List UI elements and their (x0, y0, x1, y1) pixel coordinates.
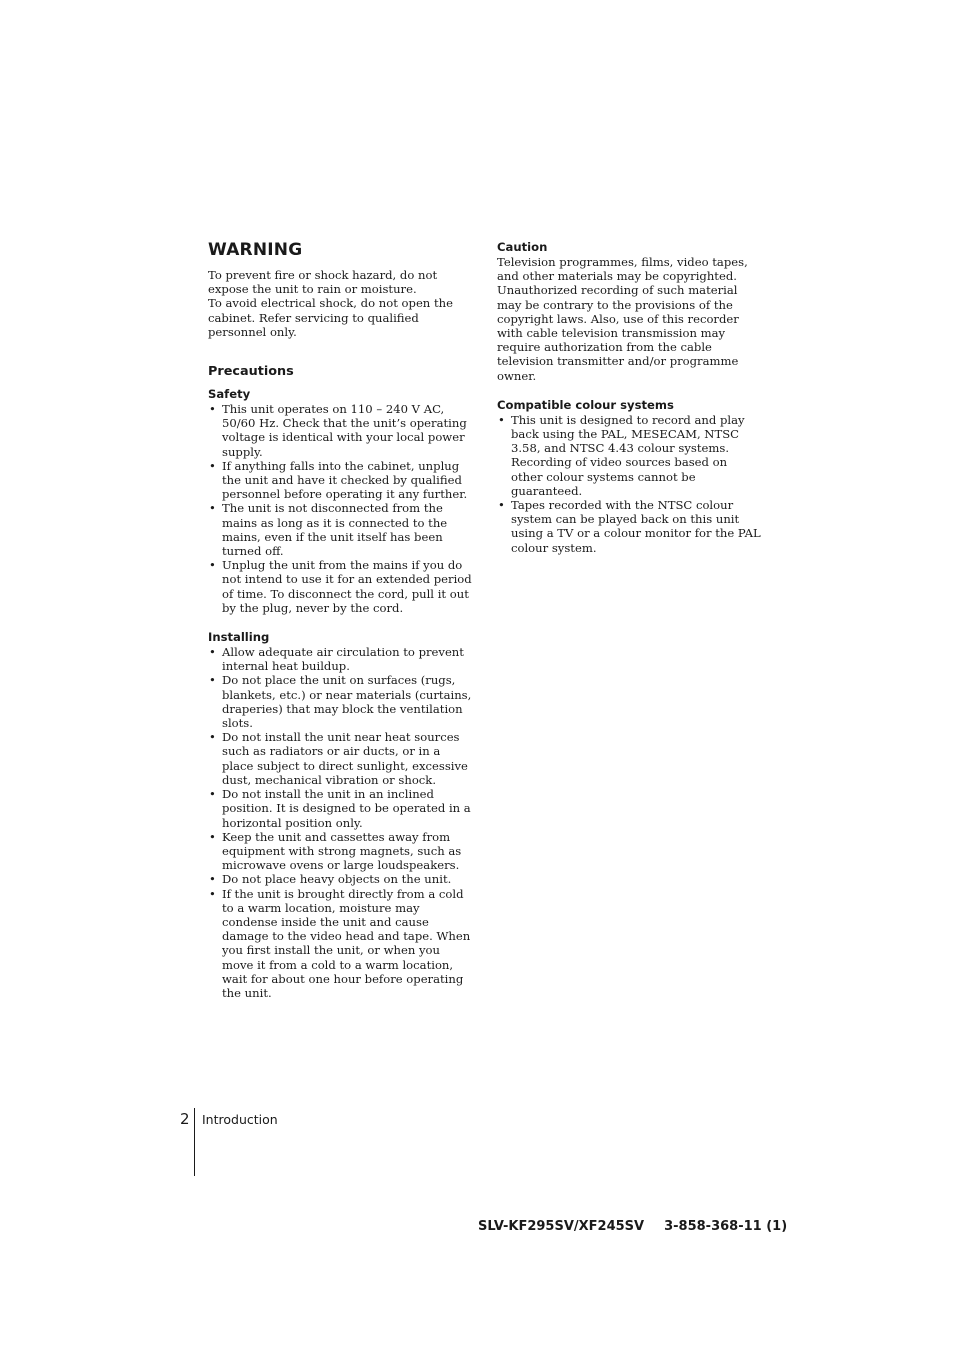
list-item: • Do not place heavy objects on the unit. (208, 872, 472, 886)
list-item: • This unit operates on 110 – 240 V AC, 50/60 Hz. Check that the unit’s operating voltage is identical with your local power supply. (208, 402, 472, 459)
document-code: 3-858-368-11 (1) (664, 1219, 788, 1234)
page-number: 2 (180, 1110, 190, 1128)
installing-list (208, 645, 472, 1000)
list-item: • Allow adequate air circulation to prevent internal heat buildup. (208, 645, 472, 673)
list-item: • Tapes recorded with the NTSC colour system can be played back on this unit using a TV or a colour monitor for the PAL colour system. (497, 498, 761, 555)
list-item: • Do not install the unit near heat sources such as radiators or air ducts, or in a place subject to direct sunlight, excessive dust, mechanical vibration or shock. (208, 730, 472, 787)
installing-heading: Installing (208, 630, 270, 645)
caution-text: Television programmes, films, video tapes, and other materials may be copyrighted. Unauthorized recording of such material may be contrary to the provisions of the copyright laws. Also, use of this recorder with cable television transmission may require authorization from the cable television transmitter and/or programme owner. (497, 255, 748, 383)
model-info (478, 1219, 787, 1234)
caution-heading: Caution (497, 240, 548, 254)
list-item: • If the unit is brought directly from a cold to a warm location, moisture may condense inside the unit and cause damage to the video head and tape. When you first install the unit, or when you move it from a cold to a warm location, wait for about one hour before operating the unit. (208, 887, 472, 1001)
right-column (497, 240, 761, 555)
left-column (208, 240, 472, 1000)
model-number: SLV-KF295SV/XF245SV (478, 1219, 645, 1234)
warning-heading: WARNING (208, 240, 303, 260)
colour-systems-list (497, 413, 761, 555)
list-item: • Do not install the unit in an inclined position. It is designed to be operated in a horizontal position only. (208, 787, 472, 830)
list-item: • This unit is designed to record and play back using the PAL, MESECAM, NTSC 3.58, and NTSC 4.43 colour systems. Recording of video sources based on other colour systems cannot be guaranteed. (497, 413, 761, 498)
list-item: • Keep the unit and cassettes away from equipment with strong magnets, such as microwave ovens or large loudspeakers. (208, 830, 472, 873)
safety-list (208, 402, 472, 615)
list-item: • Unplug the unit from the mains if you do not intend to use it for an extended period of time. To disconnect the cord, pull it out by the plug, never by the cord. (208, 558, 472, 615)
list-item: • If anything falls into the cabinet, unplug the unit and have it checked by qualified personnel before operating it any further. (208, 459, 472, 502)
safety-heading: Safety (208, 387, 251, 402)
footer-divider (194, 1108, 195, 1176)
warning-paragraph-1: To prevent fire or shock hazard, do not expose the unit to rain or moisture. (208, 268, 438, 297)
colour-systems-heading: Compatible colour systems (497, 397, 674, 412)
list-item: • Do not place the unit on surfaces (rugs, blankets, etc.) or near materials (curtains, draperies) that may block the ventilation slots. (208, 673, 472, 730)
precautions-heading: Precautions (208, 364, 294, 380)
section-label: Introduction (202, 1112, 278, 1127)
list-item: • The unit is not disconnected from the mains as long as it is connected to the mains, even if the unit itself has been turned off. (208, 501, 472, 558)
warning-paragraph-2: To avoid electrical shock, do not open the cabinet. Refer servicing to qualified personnel only. (208, 296, 453, 339)
